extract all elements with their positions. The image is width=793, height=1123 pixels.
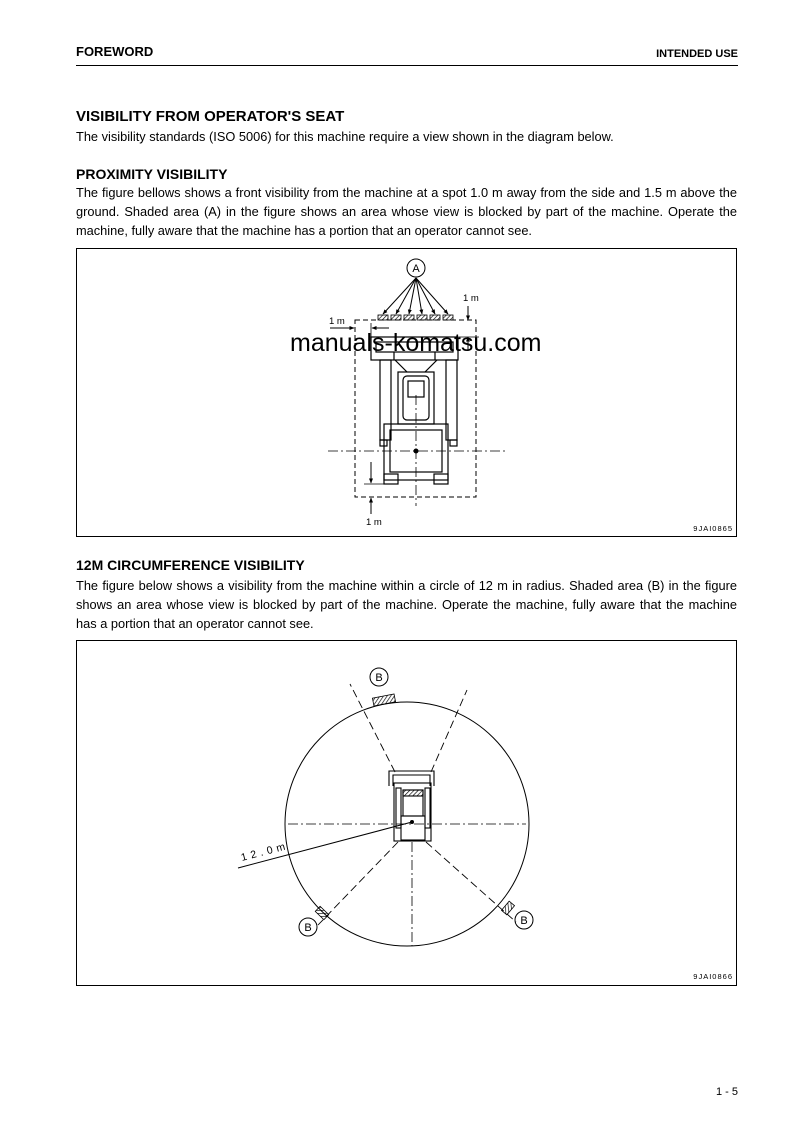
- callout-b-label: B: [304, 922, 312, 934]
- circumference-figure: [76, 640, 737, 986]
- dimension-top-label: 1 m: [463, 293, 479, 304]
- shaded-area-b-bottom-left: [315, 906, 328, 919]
- circumference-diagram: [77, 641, 736, 985]
- circumference-body-line: shows an area whose view is blocked by part of the machine. Operate the machine, fully aware that the machine: [76, 597, 737, 612]
- shaded-block: [378, 315, 388, 320]
- callout-a-label: A: [412, 263, 420, 275]
- dimension-left-label: 1 m: [329, 316, 345, 327]
- shaded-block: [430, 315, 440, 320]
- proximity-body: [76, 183, 737, 240]
- circumference-heading: 12M CIRCUMFERENCE VISIBILITY: [76, 557, 305, 573]
- circumference-body-line: has a portion that an operator cannot see.: [76, 616, 314, 631]
- circumference-body: [76, 576, 737, 633]
- page-title: VISIBILITY FROM OPERATOR'S SEAT: [76, 108, 345, 125]
- sight-lines: [318, 684, 516, 925]
- left-track: [380, 360, 391, 440]
- blade-inner: [393, 775, 430, 786]
- machine-top-view: [389, 771, 434, 841]
- watermark: manuals-komatsu.com: [290, 329, 542, 357]
- right-push-arm: [425, 360, 437, 372]
- machine-center-point: [410, 820, 414, 824]
- shaded-area-b-top: [372, 694, 395, 706]
- shaded-block: [443, 315, 453, 320]
- radius-label: 12.0m: [239, 839, 291, 864]
- shaded-block: [417, 315, 427, 320]
- sight-line-bottom-left: [318, 842, 398, 925]
- callout-b-label: B: [520, 915, 528, 927]
- figure-code: 9JAI0866: [693, 972, 733, 981]
- right-rear-piece: [434, 474, 448, 484]
- dimension-bottom-label: 1 m: [366, 517, 382, 528]
- right-track: [425, 788, 430, 828]
- left-push-arm: [395, 360, 407, 372]
- blade-outline: [389, 771, 434, 786]
- intro-text: The visibility standards (ISO 5006) for this machine require a view shown in the diagram below.: [76, 129, 614, 144]
- shaded-area-a: [378, 315, 453, 320]
- shaded-block: [391, 315, 401, 320]
- cab-shaded: [403, 790, 423, 796]
- left-rear-piece: [384, 474, 398, 484]
- figure-code: 9JAI0865: [693, 524, 733, 533]
- engine-body: [401, 816, 425, 840]
- callout-a-arrows: [383, 278, 448, 314]
- proximity-body-line: machine, fully aware that the machine has a portion that an operator cannot see.: [76, 223, 532, 238]
- shaded-area-b-bottom-right: [501, 901, 514, 915]
- proximity-body-line: The figure bellows shows a front visibility from the machine at a spot 1.0 m away from the side and 1.5 m above the: [76, 185, 737, 200]
- left-track: [396, 788, 401, 828]
- machine-top-view: [371, 337, 458, 484]
- operator-seat: [408, 381, 424, 397]
- header-section-title: FOREWORD: [76, 44, 154, 59]
- right-track-end: [450, 440, 457, 446]
- header-topic: INTENDED USE: [656, 48, 738, 60]
- proximity-heading: PROXIMITY VISIBILITY: [76, 166, 228, 182]
- proximity-diagram: [77, 249, 736, 536]
- page-number: 1 - 5: [715, 1086, 738, 1098]
- header-rule: [76, 65, 738, 66]
- shaded-block: [404, 315, 414, 320]
- proximity-figure: [76, 248, 737, 537]
- circumference-body-line: The figure below shows a visibility from the machine within a circle of 12 m in radius. Shaded area (B) in the figure: [76, 578, 737, 593]
- machine-center-point: [414, 449, 419, 454]
- proximity-body-line: ground. Shaded area (A) in the figure shows an area whose view is blocked by part of the machine. Operate the: [76, 204, 737, 219]
- sight-line-top-right: [431, 690, 467, 772]
- callout-b-label: B: [375, 672, 383, 684]
